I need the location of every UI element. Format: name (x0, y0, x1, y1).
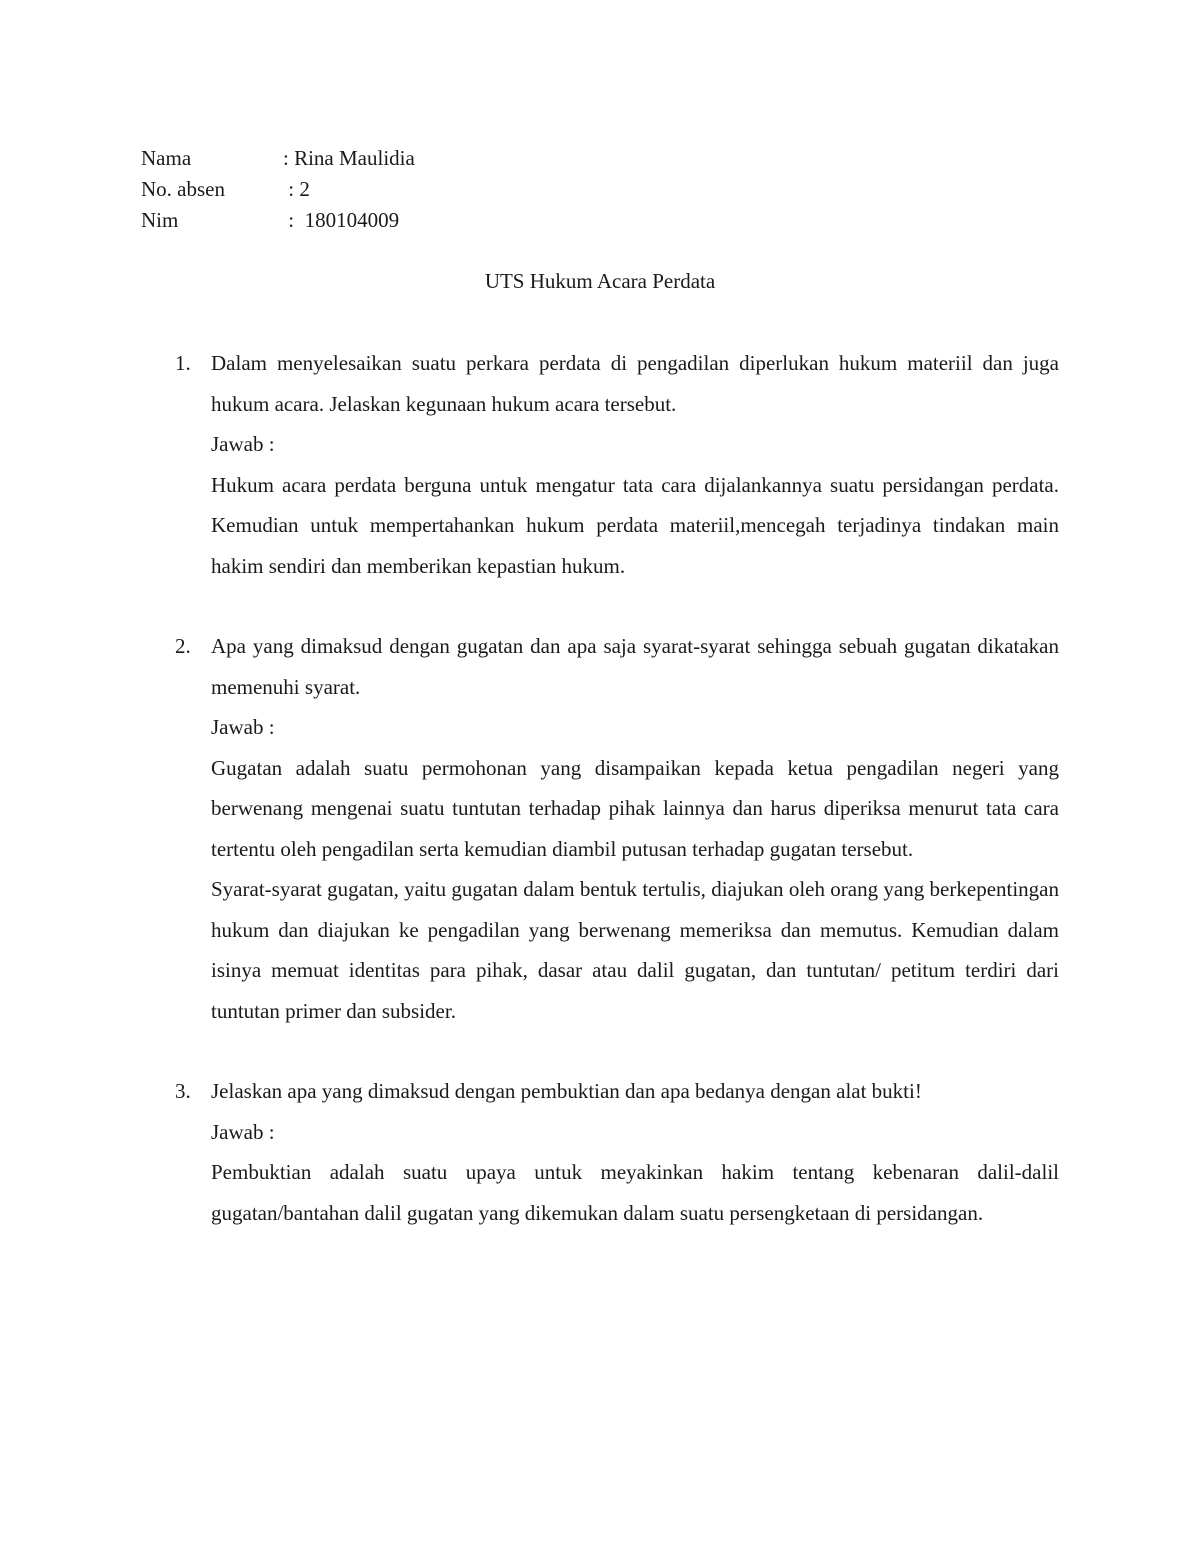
answer-paragraph: Gugatan adalah suatu permohonan yang disampaikan kepada ketua pengadilan negeri yang berwenang mengenai suatu tuntutan terhadap pihak lainnya dan harus diperiksa menurut tata cara tertentu oleh pengadilan serta kemudian diambil putusan terhadap gugatan tersebut. (211, 755, 1059, 861)
identity-value: : 180104009 (283, 208, 400, 232)
document-title: UTS Hukum Acara Perdata (484, 269, 716, 293)
question-item (173, 343, 1059, 586)
question-text: Dalam menyelesaikan suatu perkara perdata di pengadilan diperlukan hukum materiil dan juga hukum acara. Jelaskan kegunaan hukum acara tersebut. (211, 351, 1059, 416)
answer-paragraph: Syarat-syarat gugatan, yaitu gugatan dalam bentuk tertulis, diajukan oleh orang yang berkepentingan hukum dan diajukan ke pengadilan yang berwenang memeriksa dan memutus. Kemudian dalam isinya memuat identitas para pihak, dasar atau dalil gugatan, dan tuntutan/ petitum terdiri dari tuntutan primer dan subsider. (211, 877, 1059, 1023)
question-text: Jelaskan apa yang dimaksud dengan pembuktian dan apa bedanya dengan alat bukti! (211, 1079, 922, 1103)
question-number: 3. (175, 1079, 191, 1103)
identity-label: No. absen (141, 177, 225, 201)
answer-paragraph: Hukum acara perdata berguna untuk mengatur tata cara dijalankannya suatu persidangan perdata. Kemudian untuk mempertahankan hukum perdata materiil,mencegah terjadinya tindakan main hakim sendiri dan memberikan kepastian hukum. (211, 472, 1059, 578)
answer-label: Jawab : (211, 1119, 275, 1144)
question-number: 1. (175, 351, 191, 375)
answer-paragraph: Pembuktian adalah suatu upaya untuk meyakinkan hakim tentang kebenaran dalil-dalil gugatan/bantahan dalil gugatan yang dikemukan dalam suatu persengketaan di persidangan. (211, 1160, 1059, 1225)
question-number: 2. (175, 634, 191, 658)
identity-row-absen (141, 174, 415, 205)
question-item (173, 1071, 1059, 1233)
answer-label: Jawab : (211, 432, 275, 456)
question-list (173, 343, 1059, 1273)
question-text: Apa yang dimaksud dengan gugatan dan apa saja syarat-syarat sehingga sebuah gugatan dikatakan memenuhi syarat. (211, 634, 1059, 699)
question-item (173, 626, 1059, 1031)
identity-label: Nim (141, 208, 179, 232)
student-identity (141, 143, 415, 236)
identity-label: Nama (141, 146, 192, 170)
identity-value: : Rina Maulidia (283, 146, 415, 170)
identity-value: : 2 (283, 177, 310, 201)
answer-label: Jawab : (211, 715, 275, 739)
identity-row-name (141, 143, 415, 174)
identity-row-nim (141, 205, 415, 236)
